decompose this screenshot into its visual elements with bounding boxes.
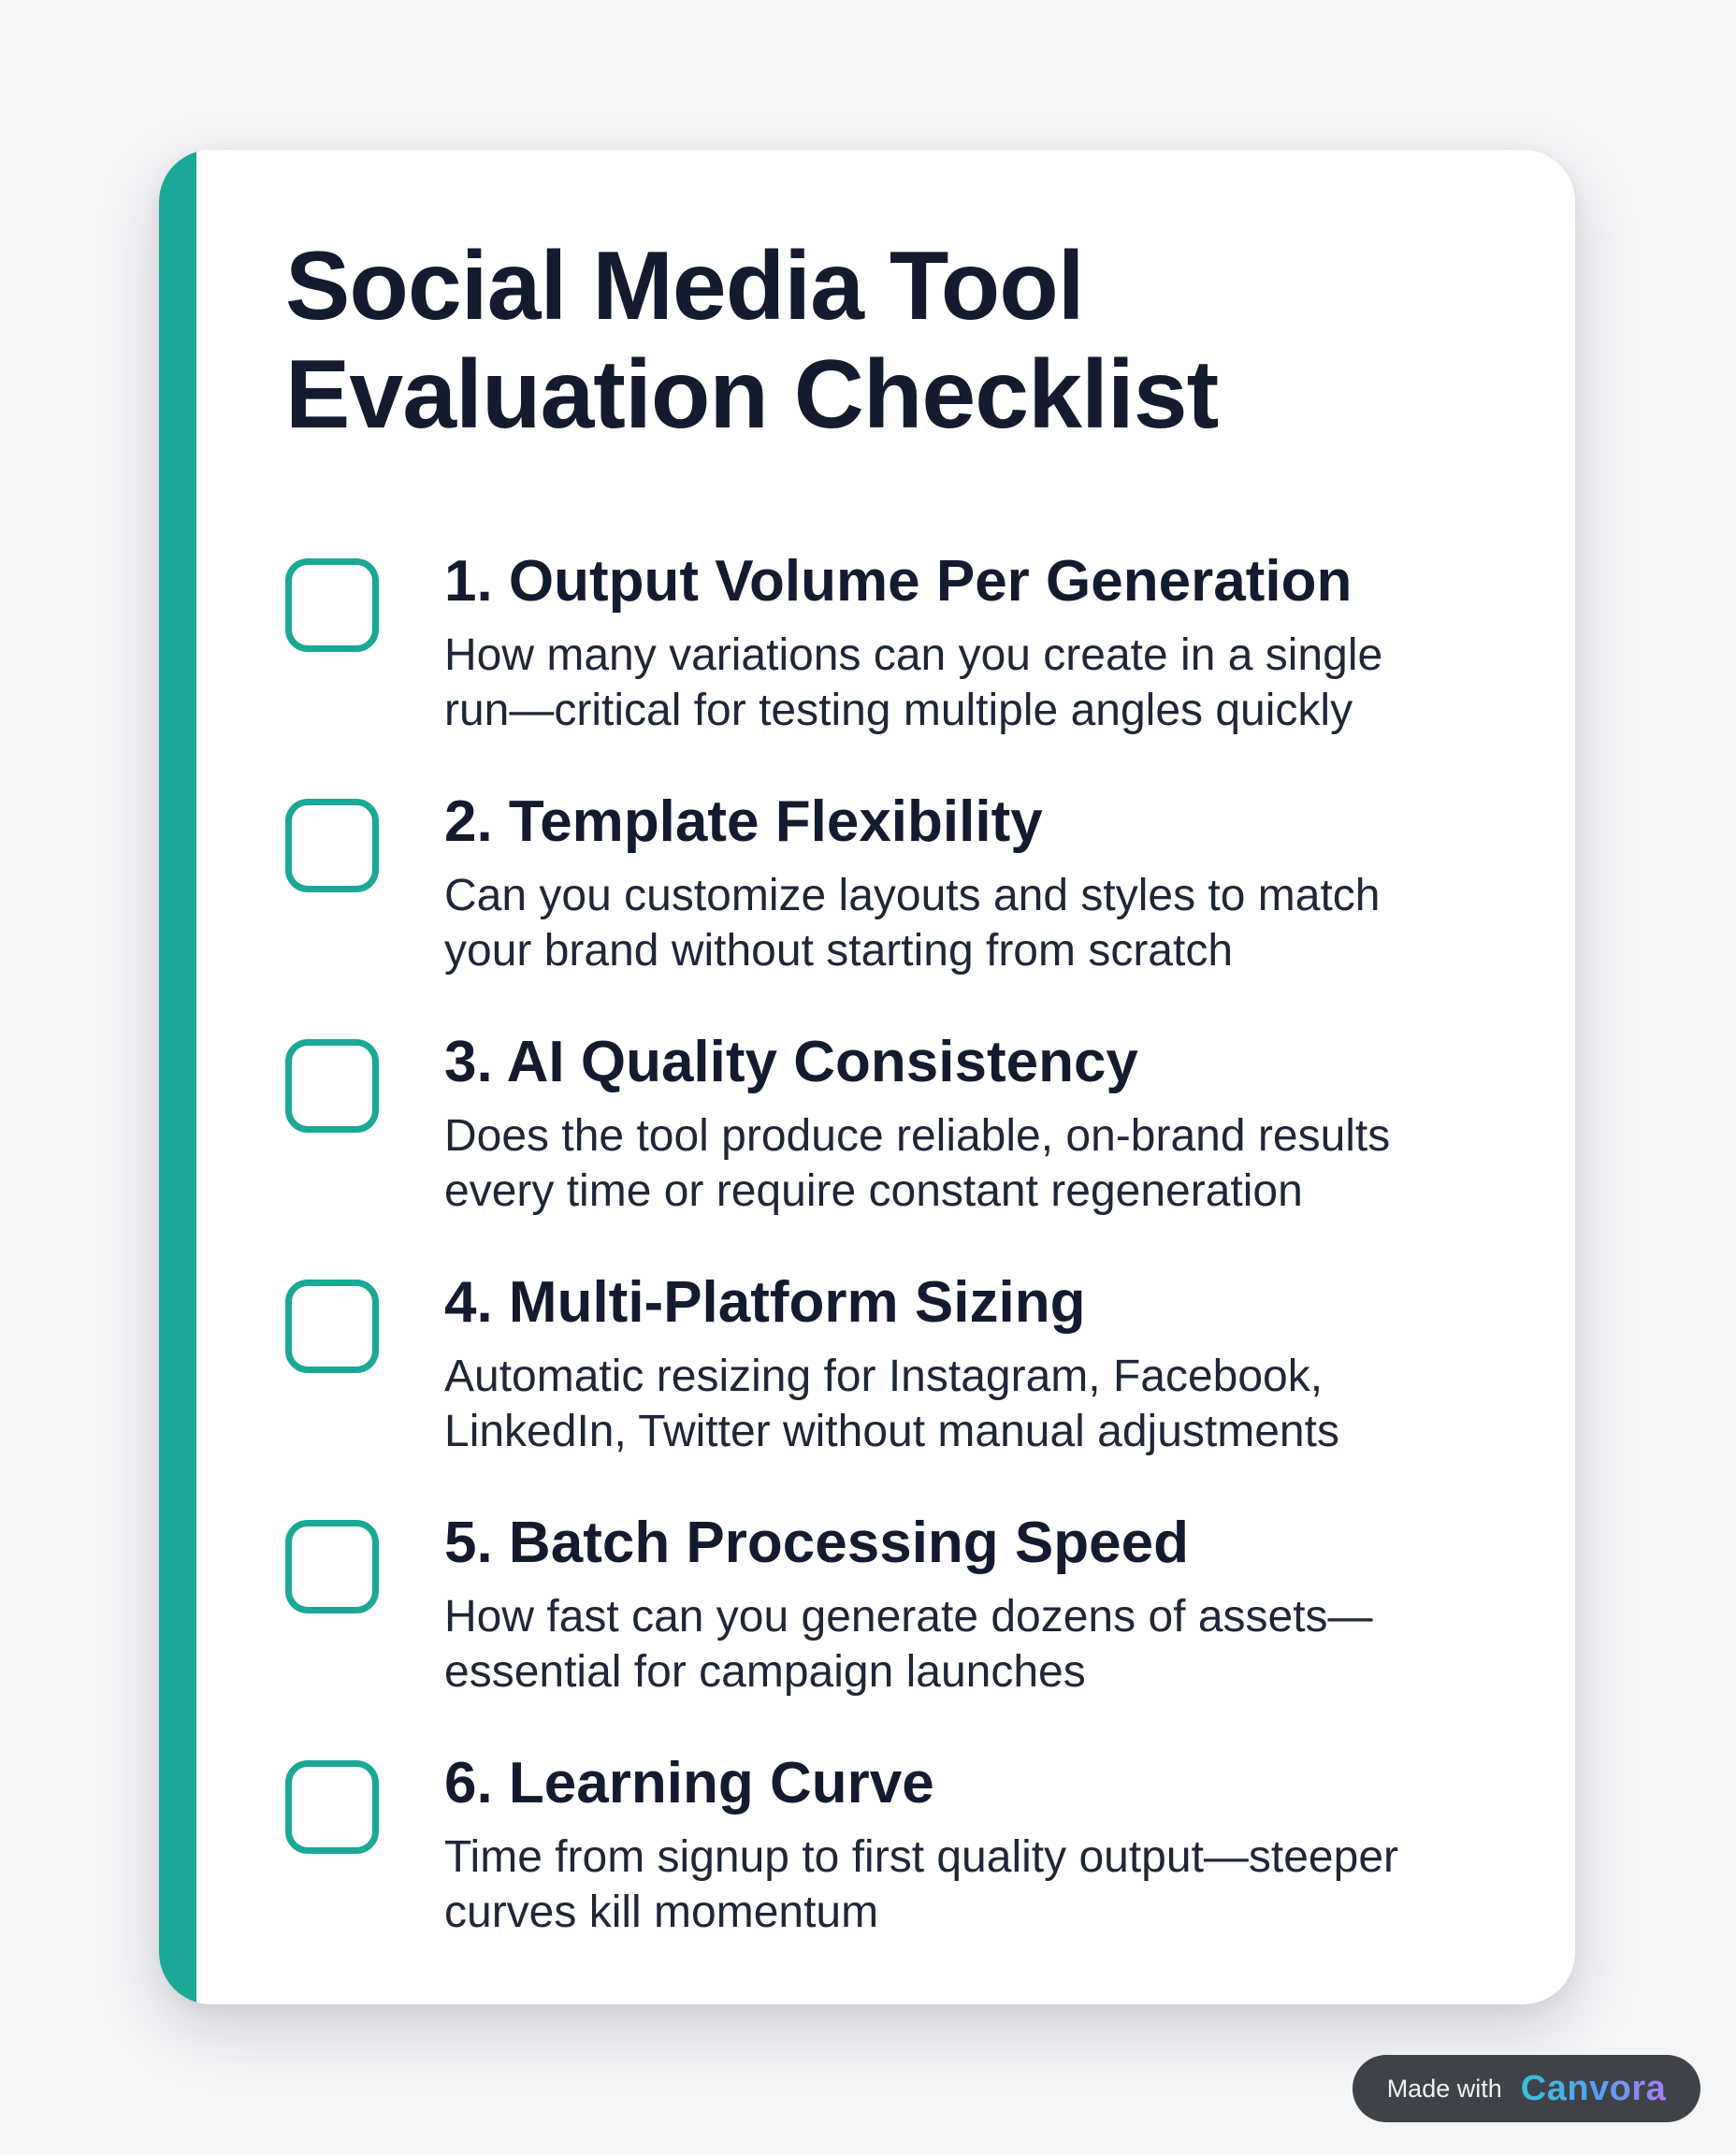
title-line-2: Evaluation Checklist [285,340,1219,449]
item-description-line: Can you customize layouts and styles to match [444,871,1381,920]
brand-logo: Canvora [1520,2068,1667,2108]
item-title: 4. Multi-Platform Sizing [444,1270,1086,1335]
checkbox[interactable] [285,1039,379,1133]
made-with-badge[interactable] [1353,2055,1700,2122]
checklist-item-ai-quality [285,1028,1529,1268]
checklist-item-learning-curve [285,1749,1529,1989]
item-description [444,1349,1539,1459]
checkbox[interactable] [285,799,379,892]
checklist-item-batch-processing [285,1509,1529,1749]
item-description-line: How many variations can you create in a single [444,630,1383,680]
checklist-item-template-flexibility [285,788,1529,1028]
checklist-item-multi-platform [285,1268,1529,1509]
item-title: 6. Learning Curve [444,1751,934,1815]
item-description-line: every time or require constant regeneration [444,1166,1303,1216]
item-description [444,628,1539,738]
title-line-1: Social Media Tool [285,232,1084,340]
item-description [444,1830,1539,1940]
item-description-line: Does the tool produce reliable, on-brand results [444,1111,1391,1161]
checkbox[interactable] [285,1760,379,1854]
badge-prefix: Made with [1386,2074,1502,2103]
checkbox[interactable] [285,1280,379,1373]
checklist [285,547,1529,1989]
checkbox[interactable] [285,558,379,652]
item-title: 2. Template Flexibility [444,789,1043,854]
item-description-line: Automatic resizing for Instagram, Facebook, [444,1352,1324,1401]
accent-bar [159,150,196,2004]
page-title [285,232,1408,449]
checkbox[interactable] [285,1520,379,1613]
item-description-line: LinkedIn, Twitter without manual adjustments [444,1407,1339,1456]
item-description-line: essential for campaign launches [444,1647,1086,1697]
item-description [444,1108,1539,1219]
item-description-line: your brand without starting from scratch [444,926,1234,976]
item-description-line: Time from signup to first quality output—steeper [444,1832,1398,1882]
item-title: 5. Batch Processing Speed [444,1511,1189,1575]
item-description-line: How fast can you generate dozens of assets— [444,1592,1373,1642]
item-description [444,1589,1539,1699]
item-description-line: curves kill momentum [444,1887,879,1937]
checklist-card [159,150,1575,2004]
item-description [444,868,1539,978]
item-title: 3. AI Quality Consistency [444,1030,1138,1094]
item-description-line: run—critical for testing multiple angles quickly [444,686,1353,735]
checklist-item-output-volume [285,547,1529,788]
item-title: 1. Output Volume Per Generation [444,549,1353,614]
